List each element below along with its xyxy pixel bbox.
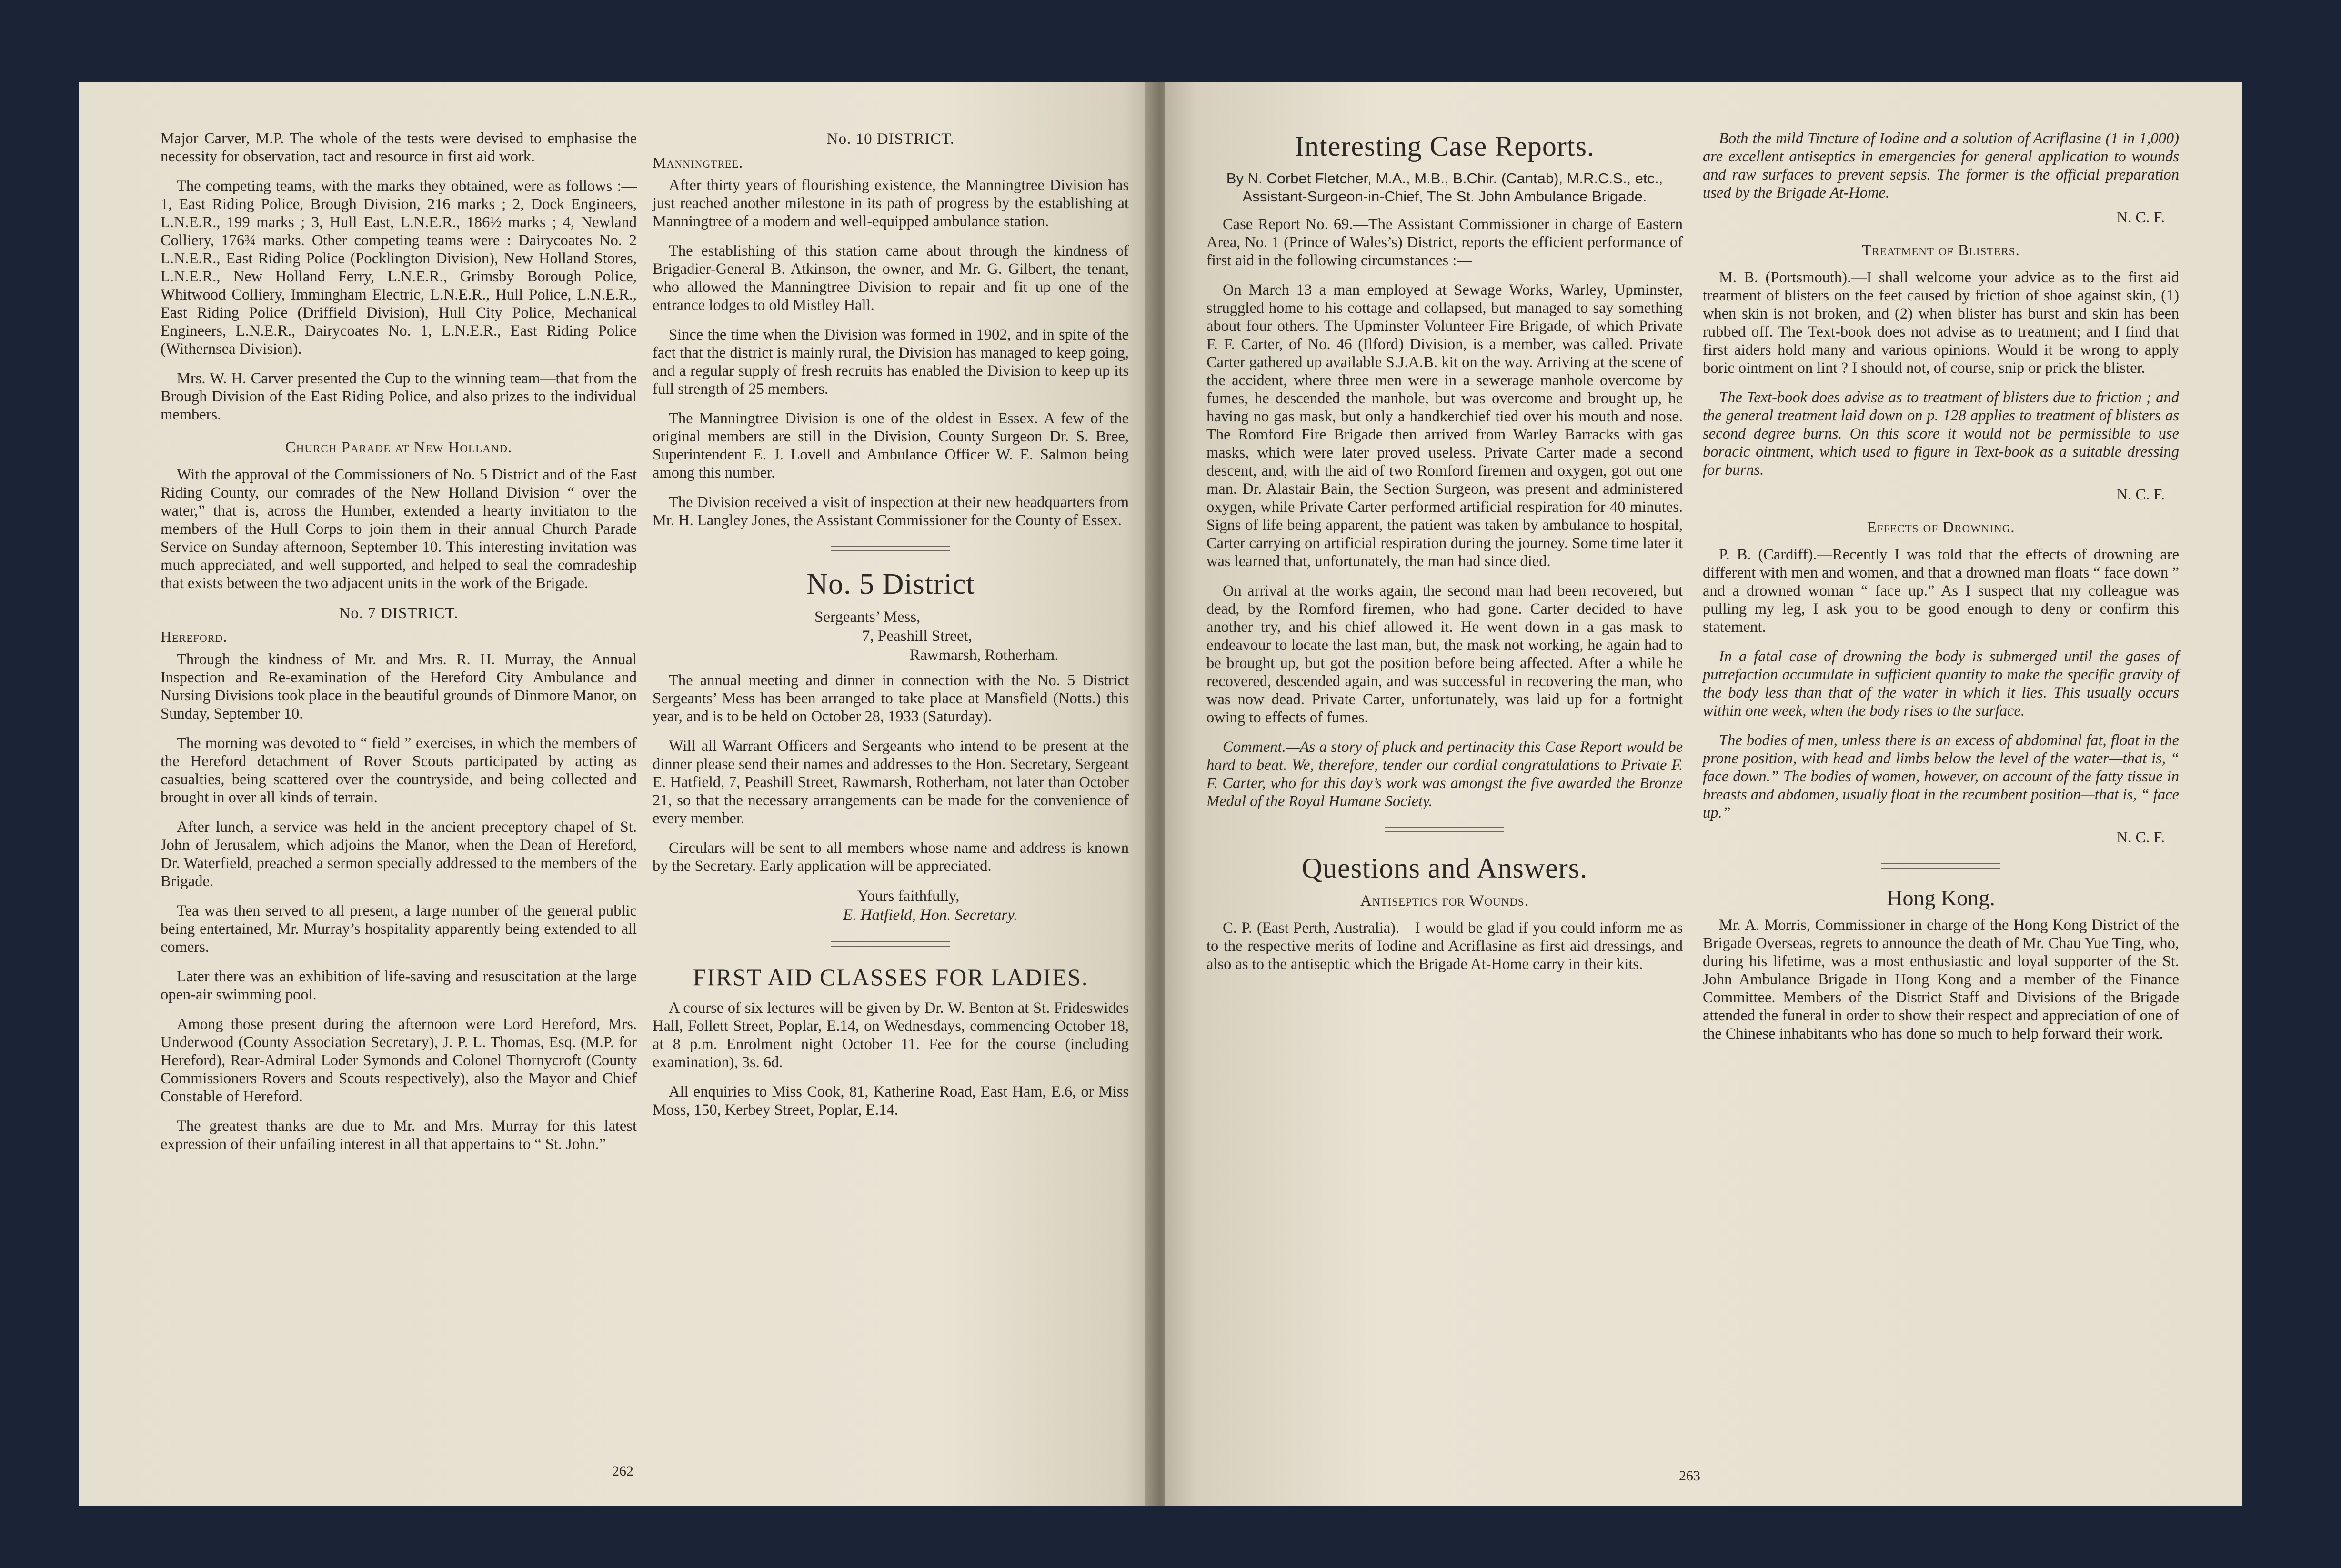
left-page xyxy=(79,82,1156,1506)
article-title: Interesting Case Reports. xyxy=(1295,130,1595,162)
double-rule-divider xyxy=(1881,863,2000,869)
page-number: 263 xyxy=(1679,1468,1700,1484)
paragraph: Among those present during the afternoon were Lord Hereford, Mrs. Underwood (County Association Secretary), J. P. L. Thomas, Esq. (M.P. for Hereford), Rear-Admiral Loder Symonds and Colonel Thornycroft (County Commissioners Rovers and Scouts respectively), also the Mayor and Chief Constable of Hereford. xyxy=(161,1016,637,1105)
subsection-heading: Manningtree. xyxy=(653,154,743,171)
address-line: 7, Peashill Street, xyxy=(862,628,972,645)
author-initials: N. C. F. xyxy=(2116,486,2165,503)
paragraph: Will all Warrant Officers and Sergeants who intend to be present at the dinner please send their names and addresses to the Hon. Secretary, Sergeant E. Hatfield, 7, Peashill Street, Rawmarsh, Rotherham, not later than October 21, so that the necessary arrangements can be made for the convenience of every member. xyxy=(653,738,1129,827)
answer-paragraph: The bodies of men, unless there is an excess of abdominal fat, float in the prone position, with head and limbs below the level of the water—that is, “ face down.” The bodies of women, however, on account of the fatty tissue in breasts and abdomen, usually float in the recumbent position—that is, “ face up.” xyxy=(1703,732,2179,821)
paragraph: On March 13 a man employed at Sewage Works, Warley, Upminster, struggled home to his cottage and collapsed, but managed to say something about four others. The Upminster Volunteer Fire Brigade, of which Private F. F. Carter, of No. 46 (Ilford) Division, is a member, was called. Private Carter gathered up available S.J.A.B. kit on the way. Arriving at the scene of the accident, where three men were in a sewerage manhole overcome by fumes, he descended the manhole, but was overcome and brought up, he having no gas mask, but only a handkerchief tied over his mouth and nose. The Romford Fire Brigade then arrived from Warley Barracks with gas masks, which were later proved useless. Private Carter made a second descent, and, with the aid of two Romford firemen and oxygen, got out one man. Dr. Alastair Bain, the Section Surgeon, was present and administered oxygen, while Private Carter performed artificial respiration for 40 minutes. Signs of life being apparent, the patient was taken by ambulance to hospital, Carter carrying on artificial respiration during the journey. Some time later it was learned that, unfortunately, the man had since died. xyxy=(1206,281,1683,570)
article-title: Questions and Answers. xyxy=(1301,852,1588,884)
section-heading: Church Parade at New Holland. xyxy=(285,439,512,456)
answer-paragraph: The Text-book does advise as to treatment of blisters due to friction ; and the general treatment laid down on p. 128 applies to treatment of blisters as second degree burns. On this score it would not be permissible to use boracic ointment, which used to figure in Text-book as a suitable dressing for burns. xyxy=(1703,389,2179,479)
paragraph: After lunch, a service was held in the ancient preceptory chapel of St. John of Jerusalem, which adjoins the Manor, when the Dean of Hereford, Dr. Waterfield, preached a sermon specially addressed to the members of the Brigade. xyxy=(161,819,637,890)
author-initials: N. C. F. xyxy=(2116,209,2165,226)
paragraph: Mr. A. Morris, Commissioner in charge of the Hong Kong District of the Brigade Overseas, regrets to announce the death of Mr. Chau Yue Ting, who, during his lifetime, was a most enthusiastic and loyal supporter of the St. John Ambulance Brigade in Hong Kong and a member of the Finance Committee. Members of the District Staff and Divisions of the Brigade attended the funeral in order to show their respect and appreciation of one of the Chinese inhabitants who has done so much to help forward their work. xyxy=(1703,917,2179,1042)
paragraph: The Division received a visit of inspection at their new headquarters from Mr. H. Langley Jones, the Assistant Commissioner for the County of Essex. xyxy=(653,494,1129,529)
paragraph: Through the kindness of Mr. and Mrs. R. H. Murray, the Annual Inspection and Re-examination of the Hereford City Ambulance and Nursing Divisions took place in the beautiful grounds of Dinmore Manor, on Sunday, September 10. xyxy=(161,651,637,722)
paragraph: The annual meeting and dinner in connection with the No. 5 District Sergeants’ Mess has been arranged to take place at Mansfield (Notts.) this year, and is to be held on October 28, 1933 (Saturday). xyxy=(653,672,1129,725)
paragraph: A course of six lectures will be given by Dr. W. Benton at St. Frideswides Hall, Follett Street, Poplar, E.14, on Wednesdays, commencing October 18, at 8 p.m. Enrolment night October 11. Fee for the course (including examination), 3s. 6d. xyxy=(653,999,1129,1071)
paragraph: Tea was then served to all present, a large number of the general public being entertained, Mr. Murray’s hospitality apparently being extended to all comers. xyxy=(161,902,637,956)
paragraph: C. P. (East Perth, Australia).—I would be glad if you could inform me as to the respective merits of Iodine and Acriflasine as first aid dressings, and also as to the antiseptic which the Brigade At-Home carry in their kits. xyxy=(1206,919,1683,973)
paragraph: Circulars will be sent to all members whose name and address is known by the Secretary. Early application will be appreciated. xyxy=(653,839,1129,875)
section-heading: Antiseptics for Wounds. xyxy=(1360,892,1529,909)
comment-paragraph: Comment.—As a story of pluck and pertinacity this Case Report would be hard to beat. We, therefore, tender our cordial congratulations to Private F. F. Carter, who for this day’s work was amongst the five awarded the Bronze Medal of the Royal Humane Society. xyxy=(1206,739,1683,810)
double-rule-divider xyxy=(1385,827,1504,832)
double-rule-divider xyxy=(831,546,950,551)
article-title: No. 5 District xyxy=(806,568,975,600)
paragraph: Since the time when the Division was formed in 1902, and in spite of the fact that the district is mainly rural, the Division has managed to keep going, and a regular supply of fresh recruits has enabled the Division to keep up its full strength of 25 members. xyxy=(653,326,1129,398)
byline: By N. Corbet Fletcher, M.A., M.B., B.Chir. (Cantab), M.R.C.S., etc., Assistant-Surgeon-in-Chief, The St. John Ambulance Brigade. xyxy=(1226,170,1663,205)
paragraph: P. B. (Cardiff).—Recently I was told that the effects of drowning are different with men and women, and that a drowned man floats “ face down ” and a drowned woman “ face up.” As I suspect that my colleague was pulling my leg, I ask you to be good enough to deny or confirm this statement. xyxy=(1703,546,2179,636)
paragraph: The establishing of this station came about through the kindness of Brigadier-General B. Atkinson, the owner, and Mr. G. Gilbert, the tenant, who allowed the Manningtree Division to repair and fit up one of the entrance lodges to old Mistley Hall. xyxy=(653,242,1129,314)
paragraph: All enquiries to Miss Cook, 81, Katherine Road, East Ham, E.6, or Miss Moss, 150, Kerbey Street, Poplar, E.14. xyxy=(653,1083,1129,1119)
left-column-2 xyxy=(653,130,1129,1130)
subsection-heading: Hereford. xyxy=(161,628,228,645)
right-column-1 xyxy=(1206,130,1683,985)
paragraph: Major Carver, M.P. The whole of the tests were devised to emphasise the necessity for observation, tact and resource in first aid work. xyxy=(161,130,637,165)
address-line: Rawmarsh, Rotherham. xyxy=(910,647,1059,664)
address-line: Sergeants’ Mess, xyxy=(814,609,921,626)
article-title: FIRST AID CLASSES FOR LADIES. xyxy=(693,964,1089,990)
paragraph: The Manningtree Division is one of the oldest in Essex. A few of the original members are still in the Division, County Surgeon Dr. S. Bree, Superintendent E. J. Lovell and Ambulance Officer W. E. Salmon being among this number. xyxy=(653,410,1129,481)
paragraph: On arrival at the works again, the second man had been recovered, but dead, by the Romford firemen, who had gone. Carter decided to have another try, and his chief allowed it. He went down in a gas mask to endeavour to locate the last man, but, the mask not working, he again had to be brought up, but got the position before being affected. After a while he recovered, descended again, and was successful in recovering the man, who was now dead. Private Carter, unfortunately, was laid up for a fortnight owing to effects of fumes. xyxy=(1206,582,1683,726)
author-initials: N. C. F. xyxy=(2116,829,2165,846)
paragraph: The competing teams, with the marks they obtained, were as follows :—1, East Riding Police, Brough Division, 216 marks ; 2, Dock Engineers, L.N.E.R., 199 marks ; 3, Hull East, L.N.E.R., 186½ marks ; 4, Newland Colliery, 176¾ marks. Other competing teams were : Dairycoates No. 2 L.N.E.R., East Riding Police (Pocklington Division), New Holland Stores, L.N.E.R., New Holland Ferry, L.N.E.R., Grimsby Borough Police, Whitwood Colliery, Immingham Electric, L.N.E.R., Hull Police, L.N.E.R., East Riding Police (Driffield Division), Hull City Police, Mechanical Engineers, L.N.E.R., Dairycoates No. 1, L.N.E.R., East Riding Police (Withernsea Division). xyxy=(161,178,637,358)
paragraph: Later there was an exhibition of life-saving and resuscitation at the large open-air swimming pool. xyxy=(161,968,637,1003)
district-heading: No. 10 DISTRICT. xyxy=(826,130,955,148)
double-rule-divider xyxy=(831,941,950,947)
answer-paragraph: In a fatal case of drowning the body is submerged until the gases of putrefaction accumulate in sufficient quantity to make the specific gravity of the body less than that of the water in which it lies. This usually occurs within one week, when the body rises to the surface. xyxy=(1703,648,2179,719)
paragraph: After thirty years of flourishing existence, the Manningtree Division has just reached another milestone in its path of progress by the establishing at Manningtree of a modern and well-equipped ambulance station. xyxy=(653,177,1129,230)
paragraph: M. B. (Portsmouth).—I shall welcome your advice as to the first aid treatment of blisters on the feet caused by friction of shoe against skin, (1) when skin is not broken, and (2) when blister has burst and skin has been rubbed off. The Text-book does not advise as to treatment; and I find that first aiders hold many and various opinions. Would it be wrong to apply boric ointment on lint ? I should not, of course, snip or prick the blister. xyxy=(1703,269,2179,377)
signature-closing: Yours faithfully, xyxy=(857,888,960,905)
right-page xyxy=(1165,82,2242,1506)
paragraph: The morning was devoted to “ field ” exercises, in which the members of the Hereford detachment of Rover Scouts participated by acting as casualties, being scattered over the countryside, and being collected and brought in over all kinds of terrain. xyxy=(161,735,637,806)
right-column-2 xyxy=(1703,130,2179,1054)
section-heading: Treatment of Blisters. xyxy=(1862,242,2020,259)
district-heading: No. 7 DISTRICT. xyxy=(339,605,459,622)
answer-paragraph: Both the mild Tincture of Iodine and a solution of Acriflasine (1 in 1,000) are excellent antiseptics in emergencies for general application to wounds and raw surfaces to prevent sepsis. The former is the official preparation used by the Brigade At-Home. xyxy=(1703,130,2179,201)
paragraph: The greatest thanks are due to Mr. and Mrs. Murray for this latest expression of their unfailing interest in all that appertains to “ St. John.” xyxy=(161,1118,637,1153)
article-title: Hong Kong. xyxy=(1887,886,1995,910)
paragraph: With the approval of the Commissioners of No. 5 District and of the East Riding County, our comrades of the New Holland Division “ over the water,” that is, across the Humber, extended a hearty invitiaton to the members of the Hull Corps to join them in their annual Church Parade Service on Sunday afternoon, September 10. This interesting invitation was much appreciated, and well supported, and helped to seal the comradeship that exists between the two adjacent units in the work of the Brigade. xyxy=(161,466,637,592)
page-number: 262 xyxy=(612,1463,633,1479)
paragraph: Case Report No. 69.—The Assistant Commissioner in charge of Eastern Area, No. 1 (Prince of Wales’s) District, reports the efficient performance of first aid in the following circumstances :— xyxy=(1206,216,1683,269)
paragraph: Mrs. W. H. Carver presented the Cup to the winning team—that from the Brough Division of the East Riding Police, and also prizes to the individual members. xyxy=(161,370,637,423)
section-heading: Effects of Drowning. xyxy=(1867,519,2015,536)
signature-name: E. Hatfield, Hon. Secretary. xyxy=(843,907,1018,924)
left-column-1 xyxy=(161,130,637,1165)
